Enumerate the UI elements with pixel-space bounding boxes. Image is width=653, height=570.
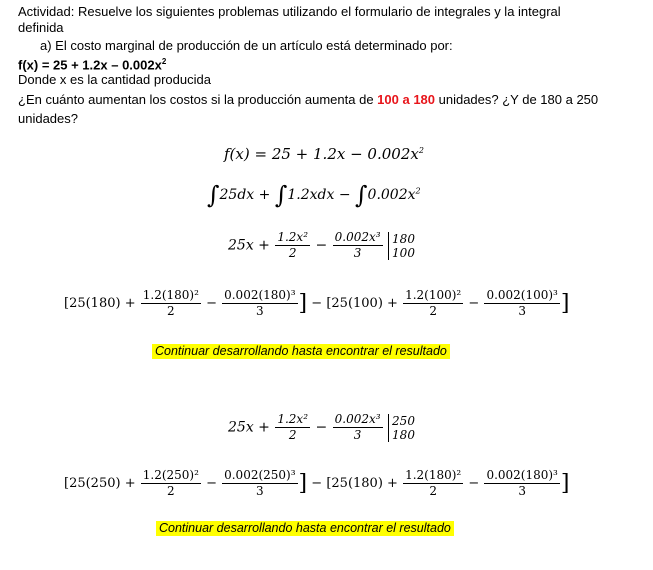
fraction <box>275 230 310 261</box>
math-fx <box>224 145 424 163</box>
minus-sign: − <box>468 476 480 491</box>
function-definition <box>18 54 166 73</box>
close-bracket-icon: ] <box>560 290 570 316</box>
numerator: 0.002(180)³ <box>224 288 296 302</box>
lower-bound: 100 <box>392 245 415 260</box>
question-part-2: unidades? ¿Y de 180 a 250 <box>435 92 599 107</box>
fraction <box>403 468 463 499</box>
integral-term-1: 25dx <box>219 187 255 203</box>
numerator: 1.2(250)² <box>142 468 199 482</box>
donde-line: Donde x es la cantidad producida <box>18 72 211 87</box>
lower-bound: 180 <box>392 427 415 442</box>
numerator: 0.002(100)³ <box>486 288 558 302</box>
fraction <box>333 230 383 261</box>
close-bracket-icon: ] <box>298 470 308 496</box>
question-line-2: unidades? <box>18 111 78 126</box>
eval-lead: [25(180) + <box>326 476 398 491</box>
evaluation-bounds <box>388 414 415 442</box>
minus-sign: − <box>315 237 328 254</box>
denominator: 3 <box>353 246 362 260</box>
math-fx-text: f(x) = 25 + 1.2x − 0.002x <box>224 145 419 163</box>
fraction <box>141 288 201 319</box>
denominator: 2 <box>429 484 437 498</box>
minus-sign: − <box>338 187 351 203</box>
numerator: 0.002x³ <box>334 412 381 426</box>
integral-sign-icon: ∫ <box>355 181 368 209</box>
plus-sign: + <box>258 187 271 203</box>
numerator: 1.2x² <box>277 412 309 426</box>
denominator: 2 <box>288 428 297 442</box>
upper-bound: 180 <box>392 231 415 246</box>
highlight-continue-2: Continuar desarrollando hasta encontrar el resultado <box>156 521 454 536</box>
minus-sign: − <box>206 296 217 311</box>
evaluation-bounds <box>388 232 415 260</box>
integral-sign-icon: ∫ <box>207 181 220 209</box>
minus-sign: − <box>311 296 323 311</box>
instruction-line-1: Actividad: Resuelve los siguientes problemas utilizando el formulario de integrales y la integral <box>18 4 561 19</box>
denominator: 3 <box>256 484 264 498</box>
antiderivative-2 <box>228 412 415 443</box>
numerator: 1.2(180)² <box>142 288 199 302</box>
eval-lead: [25(250) + <box>64 476 136 491</box>
denominator: 3 <box>518 484 526 498</box>
fraction <box>275 412 310 443</box>
integral-sign-icon: ∫ <box>274 181 288 209</box>
function-text: f(x) = 25 + 1.2x – 0.002x <box>18 57 162 73</box>
evaluation-2 <box>64 468 569 499</box>
math-integrals <box>207 181 421 209</box>
question-line-1 <box>18 92 598 108</box>
minus-sign: − <box>468 296 480 311</box>
eval-lead: [25(100) + <box>326 296 398 311</box>
item-a: a) El costo marginal de producción de un artículo está determinado por: <box>40 38 453 53</box>
numerator: 0.002(180)³ <box>486 468 558 482</box>
function-exponent: 2 <box>161 57 167 66</box>
numerator: 1.2x² <box>277 230 309 244</box>
close-bracket-icon: ] <box>298 290 308 316</box>
fraction <box>403 288 463 319</box>
denominator: 2 <box>167 304 175 318</box>
numerator: 0.002x³ <box>334 230 381 244</box>
numerator: 1.2(100)² <box>405 288 462 302</box>
numerator: 0.002(250)³ <box>224 468 296 482</box>
fraction <box>333 412 383 443</box>
upper-bound: 250 <box>392 413 415 428</box>
eval-lead: [25(180) + <box>64 296 136 311</box>
antiderivative-lead: 25x + <box>228 419 270 436</box>
denominator: 2 <box>167 484 175 498</box>
math-fx-exponent: 2 <box>418 146 424 155</box>
minus-sign: − <box>311 476 323 491</box>
numerator: 1.2(180)² <box>405 468 462 482</box>
denominator: 2 <box>429 304 437 318</box>
integral-term-2: 1.2xdx <box>287 187 335 203</box>
fraction <box>141 468 201 499</box>
denominator: 3 <box>353 428 362 442</box>
instruction-line-2: definida <box>18 20 64 35</box>
minus-sign: − <box>315 419 328 436</box>
denominator: 3 <box>256 304 264 318</box>
integral-term-3: 0.002x <box>367 187 416 203</box>
fraction <box>484 288 559 319</box>
fraction <box>484 468 559 499</box>
antiderivative-lead: 25x + <box>228 237 270 254</box>
close-bracket-icon: ] <box>560 470 570 496</box>
highlight-continue-1: Continuar desarrollando hasta encontrar el resultado <box>152 344 450 359</box>
question-range: 100 a 180 <box>377 92 436 107</box>
question-part-1: ¿En cuánto aumentan los costos si la producción aumenta de <box>18 92 378 107</box>
denominator: 2 <box>288 246 297 260</box>
fraction <box>222 468 297 499</box>
denominator: 3 <box>518 304 526 318</box>
fraction <box>222 288 297 319</box>
minus-sign: − <box>206 476 217 491</box>
evaluation-1 <box>64 288 569 319</box>
antiderivative-1 <box>228 230 415 261</box>
integral-exponent: 2 <box>415 186 421 196</box>
